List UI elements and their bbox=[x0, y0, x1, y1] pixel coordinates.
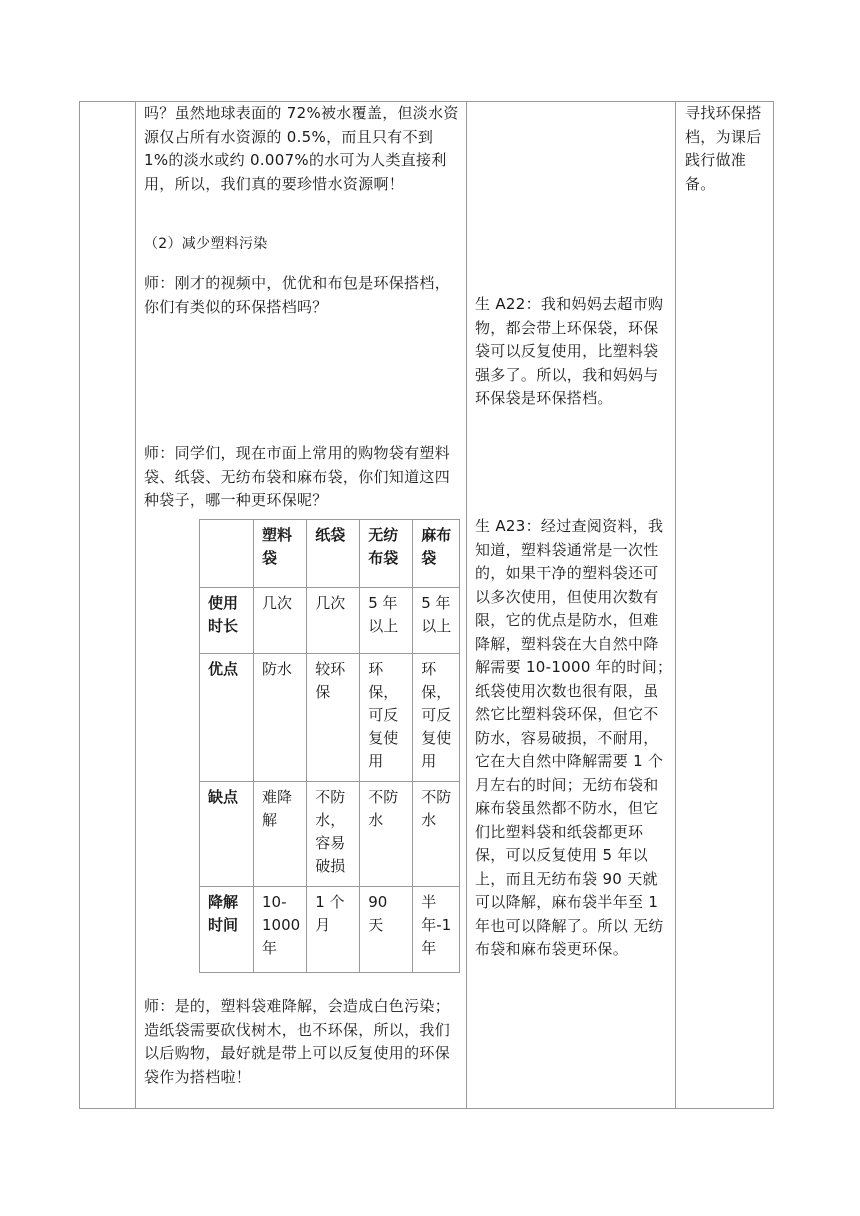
teacher-question-partner: 师：刚才的视频中，优优和布包是环保搭档，你们有类似的环保搭档吗？ bbox=[144, 274, 451, 316]
table-cell: 10-1000 年 bbox=[254, 887, 307, 973]
student-activity-column bbox=[467, 102, 676, 1108]
table-cell: 90 天 bbox=[360, 887, 413, 973]
table-cell: 防水 bbox=[254, 654, 307, 782]
bag-comparison-table bbox=[199, 519, 460, 973]
table-row bbox=[200, 588, 460, 654]
table-row bbox=[200, 887, 460, 973]
row-label: 优点 bbox=[200, 654, 254, 782]
table-cell: 较环保 bbox=[307, 654, 360, 782]
table-cell: 1 个月 bbox=[307, 887, 360, 973]
table-corner-cell bbox=[200, 520, 254, 588]
table-row bbox=[200, 782, 460, 887]
student-a22-answer: 生 A22：我和妈妈去超市购物，都会带上环保袋，环保袋可以反复使用，比塑料袋强多了。所以，我和妈妈与环保袋是环保搭档。 bbox=[475, 295, 664, 407]
design-intent-column bbox=[676, 102, 773, 1108]
header-paper-bag: 纸袋 bbox=[307, 520, 360, 588]
table-cell: 环保，可反复使用 bbox=[413, 654, 460, 782]
teacher-activity-column bbox=[136, 102, 467, 1108]
lesson-plan-table bbox=[79, 101, 774, 1109]
section-heading: （2）减少塑料污染 bbox=[144, 236, 268, 252]
table-cell: 5 年以上 bbox=[413, 588, 460, 654]
design-intent-text: 寻找环保搭档，为课后践行做准备。 bbox=[685, 104, 762, 193]
row-label: 缺点 bbox=[200, 782, 254, 887]
table-cell: 半年-1 年 bbox=[413, 887, 460, 973]
table-row bbox=[200, 654, 460, 782]
table-cell: 不防水 bbox=[360, 782, 413, 887]
table-cell: 几次 bbox=[307, 588, 360, 654]
row-label: 降解时间 bbox=[200, 887, 254, 973]
stage-column bbox=[80, 102, 136, 1108]
teacher-conclusion: 师：是的，塑料袋难降解，会造成白色污染；造纸袋需要砍伐树木，也不环保，所以，我们以后购物，最好就是带上可以反复使用的环保袋作为搭档啦！ bbox=[144, 997, 451, 1086]
table-cell: 5 年以上 bbox=[360, 588, 413, 654]
table-cell: 不防水 bbox=[413, 782, 460, 887]
header-nonwoven-bag: 无纺布袋 bbox=[360, 520, 413, 588]
teacher-question-bags: 师：同学们，现在市面上常用的购物袋有塑料袋、纸袋、无纺布袋和麻布袋，你们知道这四种袋子，哪一种更环保呢？ bbox=[144, 444, 451, 509]
table-cell: 不防水，容易破损 bbox=[307, 782, 360, 887]
header-plastic-bag: 塑料袋 bbox=[254, 520, 307, 588]
student-a23-answer: 生 A23：经过查阅资料，我知道，塑料袋通常是一次性的，如果干净的塑料袋还可以多次使用，但使用次数有限，它的优点是防水，但难降解，塑料袋在大自然中降解需要 10-1000 年的时间；纸袋使用次数也很有限，虽然它比塑料袋环保，但它不防水，容易破损，不耐用，它在大自然中降解需要 1 个月左右的时间；无纺布袋和麻布袋虽然都不防水，但它们比塑料袋和纸袋都更环保，可以反复使用 5 年以上，而且无纺布袋 90 天就可以降解，麻布袋半年至 1 年也可以降解了。所以 无纺布袋和麻布袋更环保。 bbox=[475, 517, 673, 958]
water-resource-paragraph: 吗？虽然地球表面的 72%被水覆盖，但淡水资源仅占所有水资源的 0.5%，而且只有不到 1%的淡水或约 0.007%的水可为人类直接利用，所以，我们真的要珍惜水资源啊！ bbox=[144, 104, 459, 193]
header-linen-bag: 麻布袋 bbox=[413, 520, 460, 588]
row-label: 使用时长 bbox=[200, 588, 254, 654]
table-cell: 环保，可反复使用 bbox=[360, 654, 413, 782]
table-cell: 几次 bbox=[254, 588, 307, 654]
table-header-row bbox=[200, 520, 460, 588]
table-cell: 难降解 bbox=[254, 782, 307, 887]
